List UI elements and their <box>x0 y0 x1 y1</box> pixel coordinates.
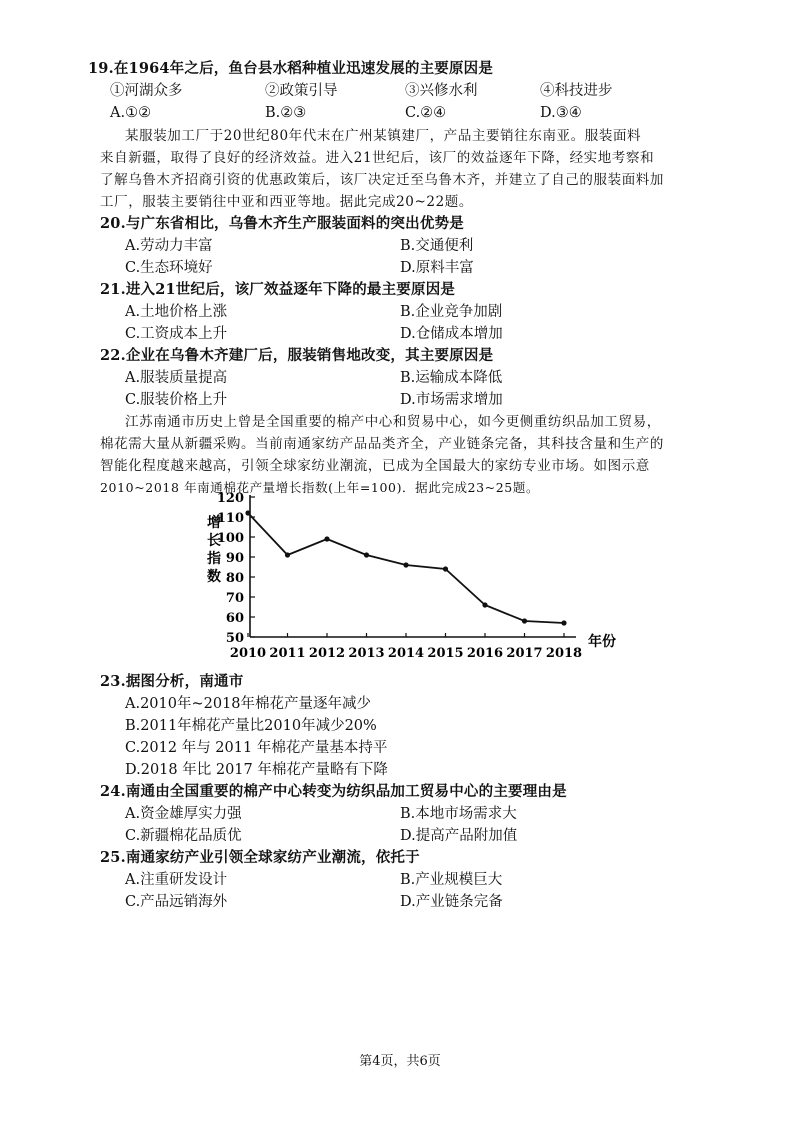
q25-option-b: B.产业规模巨大 <box>400 872 503 888</box>
y-axis-label: 增长指数 <box>207 515 221 585</box>
q22-option-b: B.运输成本降低 <box>400 370 503 386</box>
data-point <box>522 618 527 623</box>
q23-option-d: D.2018 年比 2017 年棉花产量略有下降 <box>125 762 388 778</box>
q20-option-a: A.劳动力丰富 <box>125 238 213 254</box>
q20-option-d: D.原料丰富 <box>400 260 474 276</box>
question-22-stem: 22.企业在乌鲁木齐建厂后，服装销售地改变，其主要原因是 <box>100 347 494 364</box>
data-point <box>245 510 250 515</box>
x-tick-label: 2018 <box>545 646 583 661</box>
q22-option-c: C.服装价格上升 <box>125 392 228 408</box>
question-19-stem: 19.在1964年之后，鱼台县水稻种植业迅速发展的主要原因是 <box>88 60 494 77</box>
intro1-line-2: 来自新疆，取得了良好的经济效益。进入21世纪后，该厂的效益逐年下降，经实地考察和 <box>100 150 655 166</box>
y-tick-label: 110 <box>216 511 244 526</box>
intro1-line-1: 某服装加工厂于20世纪80年代末在广州某镇建厂，产品主要销往东南亚。服装面料 <box>125 128 642 144</box>
y-tick-label: 100 <box>216 531 244 546</box>
q24-option-d: D.提高产品附加值 <box>400 828 518 844</box>
intro2-line-3: 智能化程度越来越高，引领全球家纺业潮流，已成为全国最大的家纺专业市场。如图示意 <box>100 458 650 474</box>
y-tick-label: 90 <box>225 551 244 566</box>
x-tick-label: 2014 <box>387 646 425 661</box>
q25-option-d: D.产业链条完备 <box>400 894 503 910</box>
q24-option-b: B.本地市场需求大 <box>400 806 517 822</box>
intro1-line-4: 工厂，服装主要销往中亚和西亚等地。据此完成20~22题。 <box>100 194 473 210</box>
y-tick-label: 60 <box>225 611 244 626</box>
q21-option-b: B.企业竞争加剧 <box>400 304 503 320</box>
q19-option-d: D.③④ <box>540 105 582 121</box>
y-tick-label: 120 <box>216 491 244 506</box>
q20-option-b: B.交通便利 <box>400 238 474 254</box>
question-24-stem: 24.南通由全国重要的棉产中心转变为纺织品加工贸易中心的主要理由是 <box>100 783 567 800</box>
q21-option-a: A.土地价格上涨 <box>125 304 228 320</box>
q19-option-b: B.②③ <box>265 105 307 121</box>
q23-option-a: A.2010年~2018年棉花产量逐年减少 <box>125 696 372 712</box>
data-point <box>364 552 369 557</box>
data-point <box>403 562 408 567</box>
question-21-stem: 21.进入21世纪后，该厂效益逐年下降的最主要原因是 <box>100 281 456 298</box>
q19-item-1: ①河湖众多 <box>110 83 183 99</box>
q22-option-a: A.服装质量提高 <box>125 370 228 386</box>
x-tick-label: 2013 <box>348 646 385 661</box>
intro2-line-2: 棉花需大量从新疆采购。当前南通家纺产品品类齐全，产业链条完备，其科技含量和生产的 <box>100 436 664 452</box>
data-points <box>245 510 566 625</box>
intro1-line-3: 了解乌鲁木齐招商引资的优惠政策后，该厂决定迁至乌鲁木齐，并建立了自己的服装面料加 <box>100 172 664 188</box>
page-footer: 第4页，共6页 <box>359 1054 441 1069</box>
x-axis-label: 年份 <box>588 634 616 650</box>
q24-option-c: C.新疆棉花品质优 <box>125 828 242 844</box>
y-tick-label: 80 <box>225 571 244 586</box>
data-point <box>482 602 487 607</box>
x-tick-label: 2010 <box>229 646 267 661</box>
question-25-stem: 25.南通家纺产业引领全球家纺产业潮流，依托于 <box>100 849 420 866</box>
y-tick-label: 70 <box>225 591 244 606</box>
q19-item-2: ②政策引导 <box>265 83 338 99</box>
q21-option-c: C.工资成本上升 <box>125 326 228 342</box>
q21-option-d: D.仓储成本增加 <box>400 326 503 342</box>
x-tick-label: 2011 <box>269 646 306 661</box>
q22-option-d: D.市场需求增加 <box>400 392 503 408</box>
x-tick-label: 2017 <box>506 646 543 661</box>
q23-option-c: C.2012 年与 2011 年棉花产量基本持平 <box>125 740 388 756</box>
data-point <box>285 552 290 557</box>
q25-option-c: C.产品远销海外 <box>125 894 228 910</box>
data-point <box>324 536 329 541</box>
q19-item-3: ③兴修水利 <box>405 83 478 99</box>
x-tick-label: 2015 <box>427 646 464 661</box>
intro2-line-4: 2010~2018 年南通棉花产量增长指数(上年=100)．据此完成23~25题。 <box>100 480 540 495</box>
data-point <box>443 566 448 571</box>
x-tick-label: 2012 <box>308 646 346 661</box>
cotton-output-index-chart <box>200 487 620 667</box>
q20-option-c: C.生态环境好 <box>125 260 213 276</box>
question-20-stem: 20.与广东省相比，乌鲁木齐生产服装面料的突出优势是 <box>100 215 464 232</box>
q19-option-c: C.②④ <box>405 105 447 121</box>
question-23-stem: 23.据图分析，南通市 <box>100 673 244 690</box>
data-point <box>561 620 566 625</box>
q25-option-a: A.注重研发设计 <box>125 872 228 888</box>
q24-option-a: A.资金雄厚实力强 <box>125 806 242 822</box>
q19-option-a: A.①② <box>110 105 152 121</box>
y-tick-label: 50 <box>225 631 244 646</box>
q23-option-b: B.2011年棉花产量比2010年减少20% <box>125 718 377 734</box>
intro2-line-1: 江苏南通市历史上曾是全国重要的棉产中心和贸易中心，如今更侧重纺织品加工贸易， <box>125 414 661 430</box>
series-line <box>248 513 564 623</box>
x-tick-label: 2016 <box>466 646 504 661</box>
q19-item-4: ④科技进步 <box>540 83 613 99</box>
